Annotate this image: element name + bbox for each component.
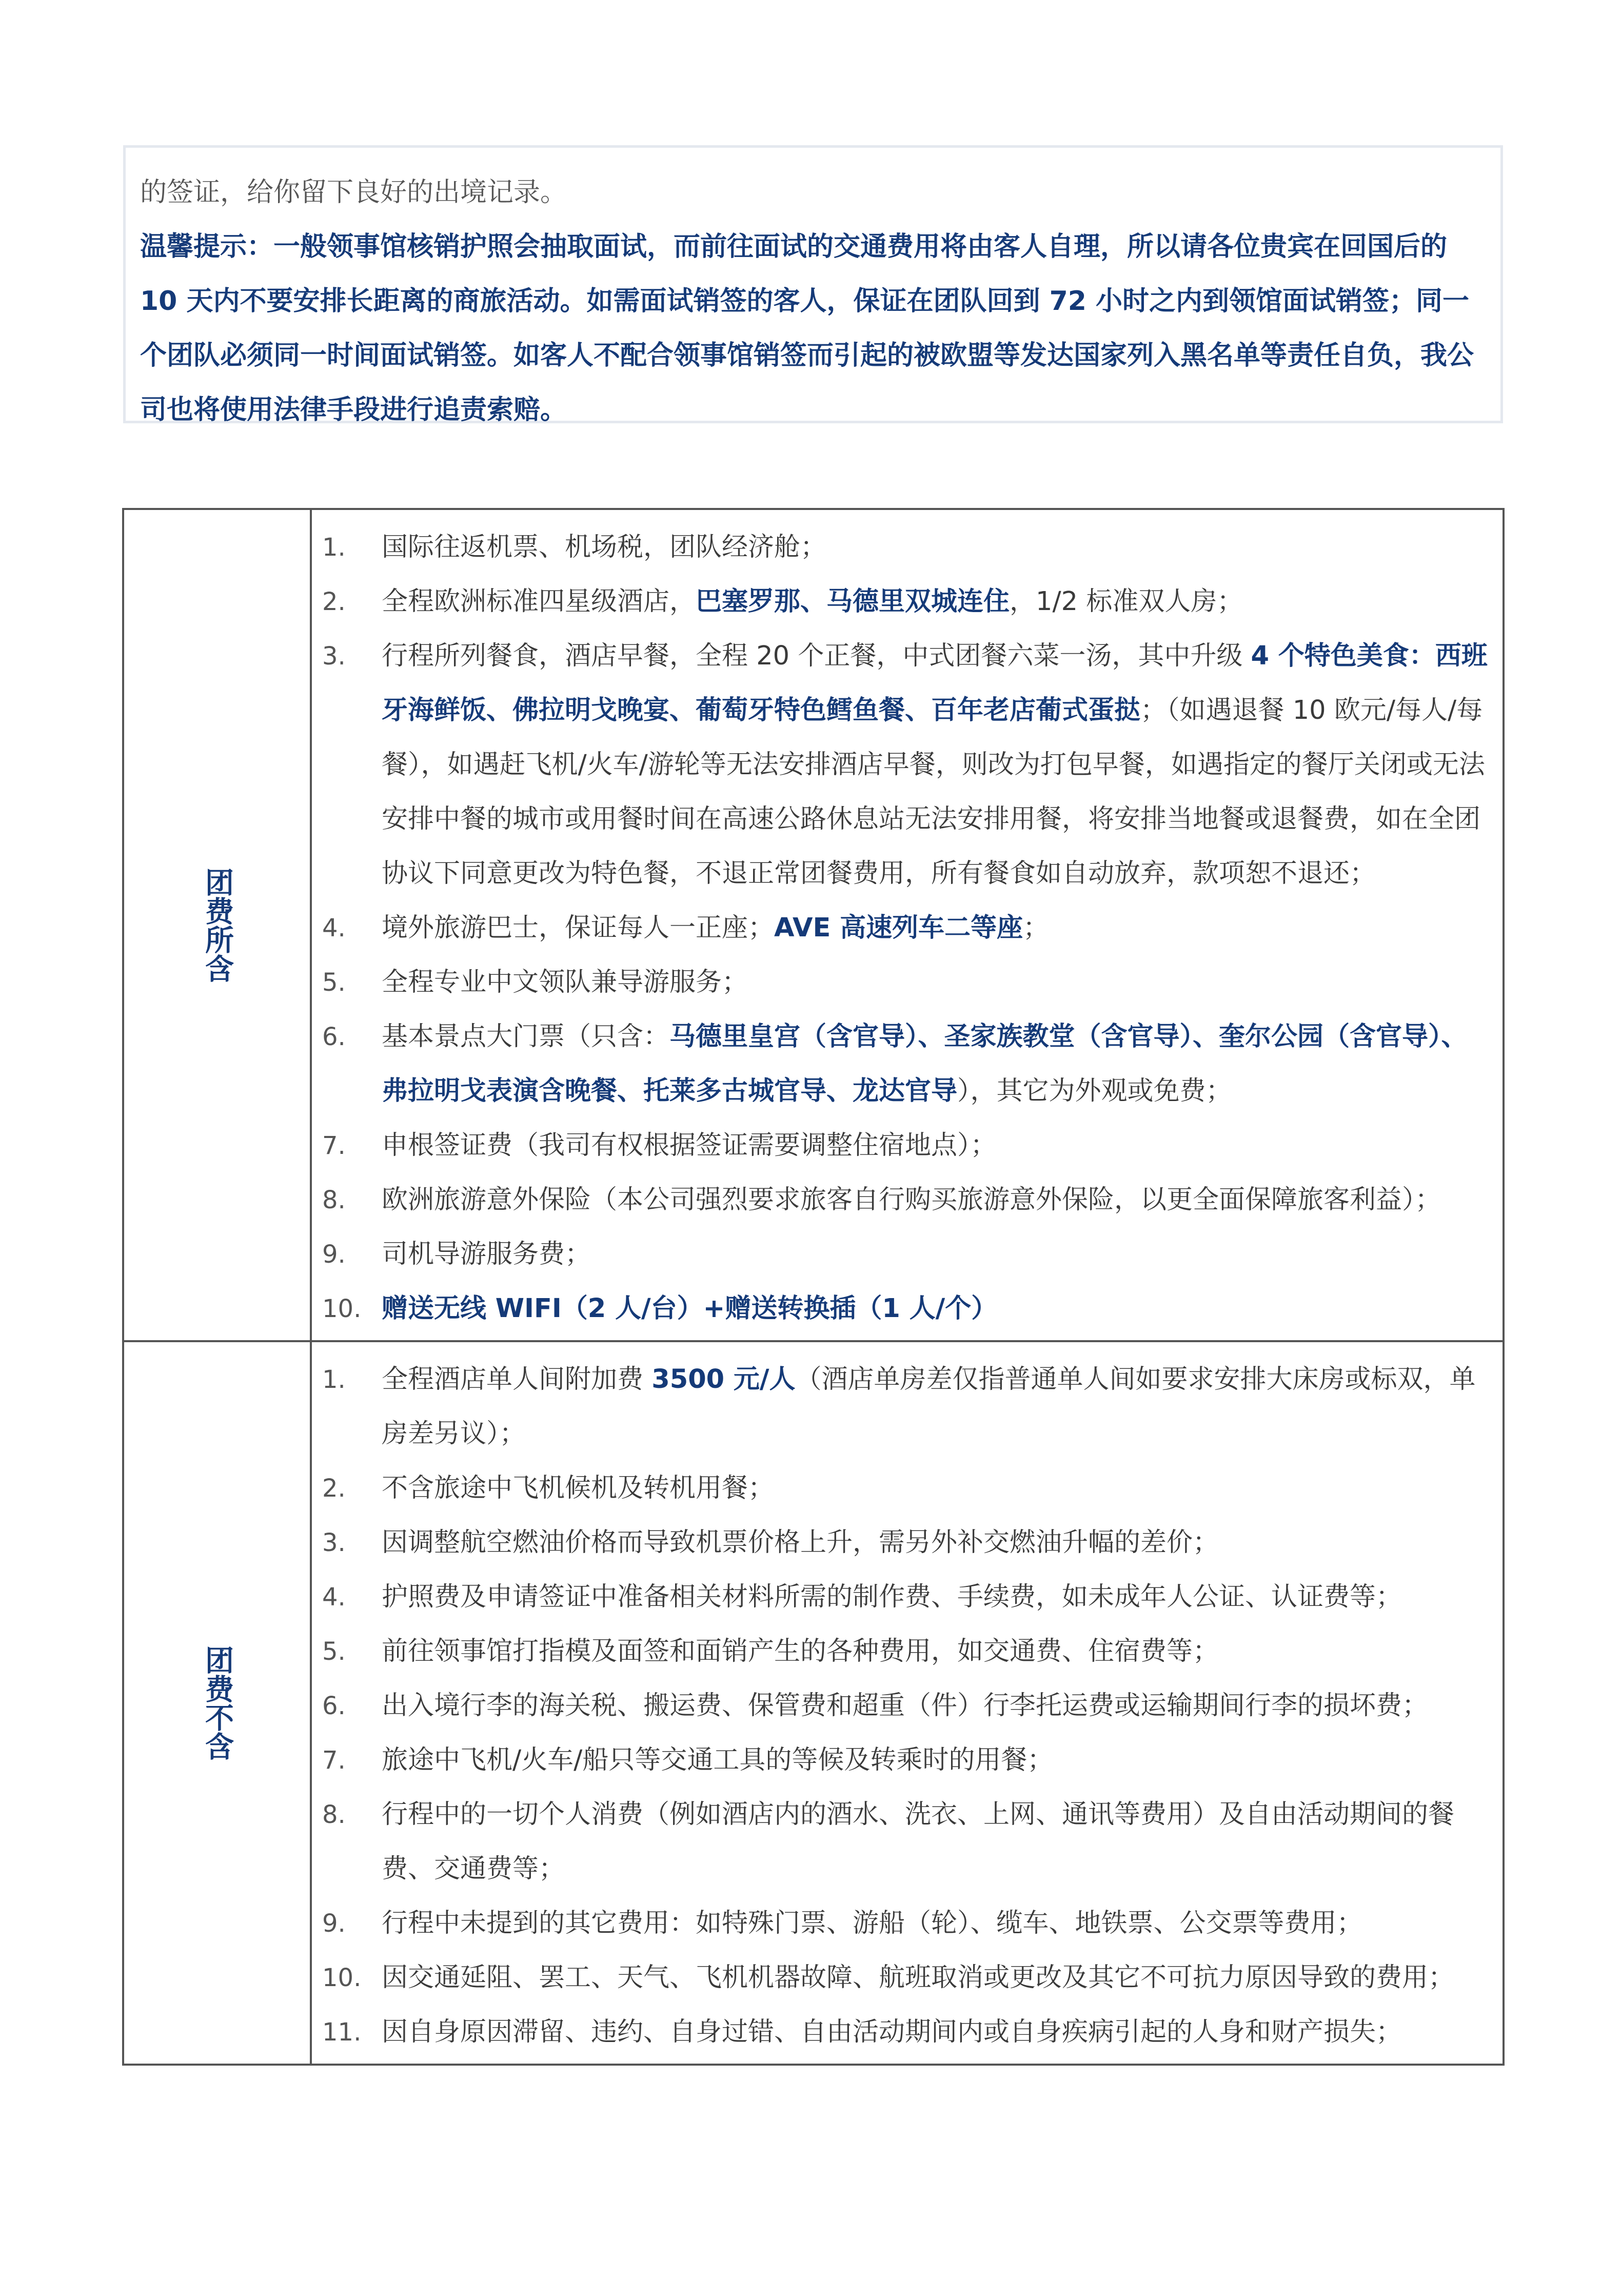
included-list-cell — [312, 510, 1503, 1340]
item-number: 2. — [322, 587, 346, 616]
item-text: 因交通延阻、罢工、天气、飞机机器故障、航班取消或更改及其它不可抗力原因导致的费用； — [382, 1963, 1455, 1993]
excluded-item — [322, 1788, 1491, 1896]
excluded-item — [322, 1679, 1491, 1733]
notice-box — [123, 145, 1503, 423]
item-text: 前往领事馆打指模及面签和面销产生的各种费用，如交通费、住宿费等； — [382, 1636, 1219, 1666]
included-item — [322, 629, 1491, 901]
included-header: 团费所含 — [201, 868, 234, 983]
excluded-list-cell — [312, 1342, 1503, 2064]
highlight-text: 巴塞罗那、马德里双城连住 — [696, 586, 1010, 617]
item-text: 护照费及申请签证中准备相关材料所需的制作费、手续费，如未成年人公证、认证费等； — [382, 1582, 1402, 1612]
item-number: 9. — [322, 1240, 346, 1269]
item-text: 欧洲旅游意外保险（本公司强烈要求旅客自行购买旅游意外保险，以更全面保障旅客利益）； — [382, 1185, 1441, 1215]
item-number: 10. — [322, 1964, 362, 1992]
excluded-item — [322, 2005, 1491, 2059]
item-number: 3. — [322, 1528, 346, 1557]
excluded-list — [322, 1352, 1491, 2059]
included-item — [322, 520, 1491, 575]
included-header-cell — [124, 510, 312, 1340]
included-item — [322, 955, 1491, 1010]
fee-table — [122, 508, 1505, 2066]
item-number: 5. — [322, 1637, 346, 1666]
included-item — [322, 1227, 1491, 1282]
highlight-text: AVE 高速列车二等座 — [774, 913, 1023, 943]
item-text: 申根签证费（我司有权根据签证需要调整住宿地点）； — [382, 1130, 997, 1161]
item-text: 境外旅游巴士，保证每人一正座； — [382, 913, 775, 943]
item-text: ；（如遇退餐 10 欧元/每人/每餐），如遇赶飞机/火车/游轮等无法安排酒店早餐，则改为打包早餐，如遇指定的餐厅关闭或无法安排中餐的城市或用餐时间在高速公路休息站无法安排用餐，将安排当地餐或退餐费，如在全团协议下同意更改为特色餐，不退正常团餐费用，所有餐食如自动放弃，款项恕不退还； — [382, 695, 1485, 889]
excluded-item — [322, 1516, 1491, 1570]
item-number: 6. — [322, 1692, 346, 1720]
excluded-row — [124, 1342, 1503, 2064]
excluded-item — [322, 1352, 1491, 1461]
excluded-item — [322, 1951, 1491, 2005]
excluded-item — [322, 1896, 1491, 1951]
excluded-item — [322, 1624, 1491, 1679]
item-text: 司机导游服务费； — [382, 1239, 591, 1269]
item-number: 8. — [322, 1800, 346, 1829]
item-text: 行程所列餐食，酒店早餐，全程 20 个正餐，中式团餐六菜一汤，其中升级 — [382, 641, 1251, 671]
highlight-text: 3500 元/人 — [651, 1364, 796, 1395]
included-item — [322, 901, 1491, 955]
warm-tip: 温馨提示：一般领事馆核销护照会抽取面试，而前往面试的交通费用将由客人自理，所以请各位贵宾在回国后的 10 天内不要安排长距离的商旅活动。如需面试销签的客人，保证在团队回到 72 小时之内到领馆面试销签；同一个团队必须同一时间面试销签。如客人不配合领事馆销签而引起的被欧盟等发达国家列入黑名单等责任自负，我公司也将使用法律手段进行追责索赔。 — [140, 231, 1474, 425]
included-row — [124, 510, 1503, 1342]
included-item — [322, 575, 1491, 629]
item-text: 出入境行李的海关税、搬运费、保管费和超重（件）行李托运费或运输期间行李的损坏费； — [382, 1691, 1429, 1721]
item-text: 因自身原因滞留、违约、自身过错、自由活动期间内或自身疾病引起的人身和财产损失； — [382, 2017, 1402, 2047]
excluded-header: 团费不含 — [201, 1645, 234, 1760]
item-text: 行程中的一切个人消费（例如酒店内的酒水、洗衣、上网、通讯等费用）及自由活动期间的餐费、交通费等； — [382, 1799, 1455, 1884]
item-text: 基本景点大门票（只含： — [382, 1022, 670, 1052]
item-number: 1. — [322, 1365, 346, 1394]
excluded-item — [322, 1461, 1491, 1516]
item-text: （酒店单房差仅指普通单人间如要求安排大床房或标双，单房差另议）； — [382, 1364, 1476, 1449]
item-text: ，1/2 标准双人房； — [1010, 586, 1243, 617]
item-number: 5. — [322, 968, 346, 997]
item-text: 全程专业中文领队兼导游服务； — [382, 967, 748, 997]
item-text: 全程酒店单人间附加费 — [382, 1364, 652, 1395]
item-number: 1. — [322, 533, 346, 562]
item-number: 4. — [322, 1583, 346, 1612]
item-number: 3. — [322, 642, 346, 671]
included-item — [322, 1118, 1491, 1173]
highlight-text: 赠送无线 WIFI（2 人/台）+赠送转换插（1 人/个） — [382, 1293, 998, 1324]
highlight-text: 马德里皇宫（含官导）、圣家族教堂（含官导）、奎尔公园（含官导）、弗拉明戈表演含晚餐、托莱多古城官导、龙达官导 — [382, 1022, 1468, 1106]
included-item — [322, 1010, 1491, 1118]
item-number: 8. — [322, 1186, 346, 1214]
item-text: 国际往返机票、机场税，团队经济舱； — [382, 532, 827, 562]
included-item — [322, 1282, 1491, 1336]
item-number: 7. — [322, 1131, 346, 1160]
item-number: 4. — [322, 914, 346, 943]
item-text: 不含旅途中飞机候机及转机用餐； — [382, 1473, 775, 1503]
item-number: 2. — [322, 1474, 346, 1503]
notice-line: 的签证，给你留下良好的出境记录。 — [140, 177, 567, 208]
item-number: 6. — [322, 1023, 346, 1051]
included-list — [322, 520, 1491, 1336]
item-number: 11. — [322, 2018, 362, 2047]
item-number: 7. — [322, 1746, 346, 1775]
excluded-header-cell — [124, 1342, 312, 2064]
excluded-item — [322, 1733, 1491, 1788]
highlight-text: 4 个特色美食：西班牙海鲜饭、佛拉明戈晚宴、葡萄牙特色鳕鱼餐、百年老店葡式蛋挞 — [382, 641, 1488, 725]
item-text: ），其它为外观或免费； — [957, 1076, 1232, 1106]
item-text: ； — [1023, 913, 1050, 943]
included-item — [322, 1173, 1491, 1227]
item-text: 全程欧洲标准四星级酒店， — [382, 586, 696, 617]
item-text: 旅途中飞机/火车/船只等交通工具的等候及转乘时的用餐； — [382, 1745, 1054, 1775]
item-number: 10. — [322, 1294, 362, 1323]
item-text: 行程中未提到的其它费用：如特殊门票、游船（轮）、缆车、地铁票、公交票等费用； — [382, 1908, 1363, 1938]
item-number: 9. — [322, 1909, 346, 1938]
excluded-item — [322, 1570, 1491, 1624]
item-text: 因调整航空燃油价格而导致机票价格上升，需另外补交燃油升幅的差价； — [382, 1527, 1219, 1558]
